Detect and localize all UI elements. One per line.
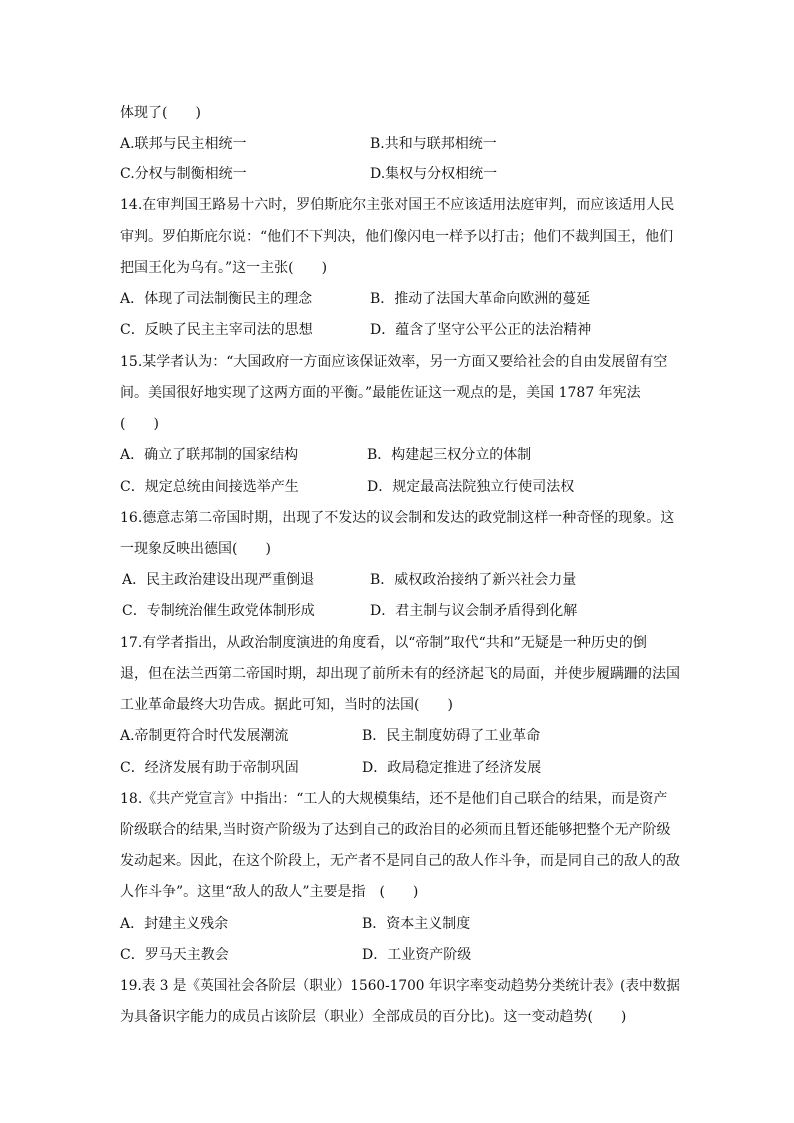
q16-option-a: A．民主政治建设出现严重倒退 — [122, 572, 315, 588]
q13-option-a: A.联邦与民主相统一 — [120, 136, 247, 152]
q16-option-d: D．君主制与议会制矛盾得到化解 — [370, 603, 578, 619]
q14-option-d: D．蕴含了坚守公平公正的法治精神 — [370, 322, 592, 338]
question-15-line-3: ( ) — [120, 416, 159, 432]
q16-option-c: C．专制统治催生政党体制形成 — [122, 603, 315, 619]
question-16-line-2: 一现象反映出德国( ) — [120, 541, 271, 557]
question-15-line-1: 15.某学者认为：“大国政府一方面应该保证效率，另一方面又要给社会的自由发展留有空 — [120, 354, 668, 370]
question-18-line-2: 阶级联合的结果,当时资产阶级为了达到自己的政治目的必须而且暂还能够把整个无产阶级 — [120, 822, 671, 838]
question-17-line-2: 退，但在法兰西第二帝国时期，却出现了前所未有的经济起飞的局面，并使步履蹒跚的法国 — [120, 666, 680, 682]
question-16-line-1: 16.德意志第二帝国时期，出现了不发达的议会制和发达的政党制这样一种奇怪的现象。这 — [120, 510, 675, 526]
question-19-line-2: 为具备识字能力的成员占该阶层（职业）全部成员的百分比)。这一变动趋势( ) — [120, 1009, 627, 1025]
q18-option-c: C．罗马天主教会 — [120, 947, 229, 963]
question-18-line-3: 发动起来。因此，在这个阶段上，无产者不是同自己的敌人作斗争，而是同自己的敌人的敌 — [120, 853, 680, 869]
q18-option-b: B．资本主义制度 — [362, 916, 471, 932]
q15-option-a: A．确立了联邦制的国家结构 — [120, 447, 299, 463]
q14-option-c: C．反映了民主主宰司法的思想 — [120, 322, 313, 338]
q13-option-b: B.共和与联邦相统一 — [370, 136, 497, 152]
q14-option-a: A．体现了司法制衡民主的理念 — [120, 291, 313, 307]
q18-option-a: A．封建主义残余 — [120, 916, 229, 932]
q13-option-c: C.分权与制衡相统一 — [120, 166, 247, 182]
q13-option-d: D.集权与分权相统一 — [370, 166, 498, 182]
question-13-tail: 体现了( ) — [120, 105, 201, 121]
q17-option-b: B．民主制度妨碍了工业革命 — [362, 728, 541, 744]
q15-option-c: C．规定总统由间接选举产生 — [120, 479, 299, 495]
q14-option-b: B．推动了法国大革命向欧洲的蔓延 — [370, 291, 591, 307]
q17-option-d: D．政局稳定推进了经济发展 — [362, 760, 542, 776]
question-14-line-3: 把国王化为乌有。”这一主张( ) — [120, 260, 328, 276]
q15-option-d: D．规定最高法院独立行使司法权 — [367, 479, 575, 495]
question-17-line-3: 工业革命最终大功告成。据此可知，当时的法国( ) — [120, 697, 453, 713]
q17-option-c: C．经济发展有助于帝制巩固 — [120, 760, 299, 776]
question-17-line-1: 17.有学者指出，从政治制度演进的角度看，以“帝制”取代“共和”无疑是一种历史的倒 — [120, 635, 647, 651]
q15-option-b: B．构建起三权分立的体制 — [367, 447, 532, 463]
question-18-line-1: 18.《共产党宣言》中指出：“工人的大规模集结，还不是他们自己联合的结果，而是资产 — [120, 791, 668, 807]
question-14-line-2: 审判。罗伯斯庇尔说：“他们不下判决，他们像闪电一样予以打击；他们不裁判国王，他们 — [120, 229, 674, 245]
q18-option-d: D．工业资产阶级 — [362, 947, 472, 963]
question-14-line-1: 14.在审判国王路易十六时，罗伯斯庇尔主张对国王不应该适用法庭审判，而应该适用人民 — [120, 197, 675, 213]
q16-option-b: B．威权政治接纳了新兴社会力量 — [370, 572, 577, 588]
question-19-line-1: 19.表 3 是《英国社会各阶层（职业）1560-1700 年识字率变动趋势分类统计表》(表中数据 — [120, 978, 680, 994]
question-18-line-4: 人作斗争”。这里“敌人的敌人”主要是指 ( ) — [120, 884, 419, 900]
question-15-line-2: 间。美国很好地实现了这两方面的平衡。”最能佐证这一观点的是，美国 1787 年宪法 — [120, 385, 641, 401]
q17-option-a: A.帝制更符合时代发展潮流 — [120, 728, 289, 744]
